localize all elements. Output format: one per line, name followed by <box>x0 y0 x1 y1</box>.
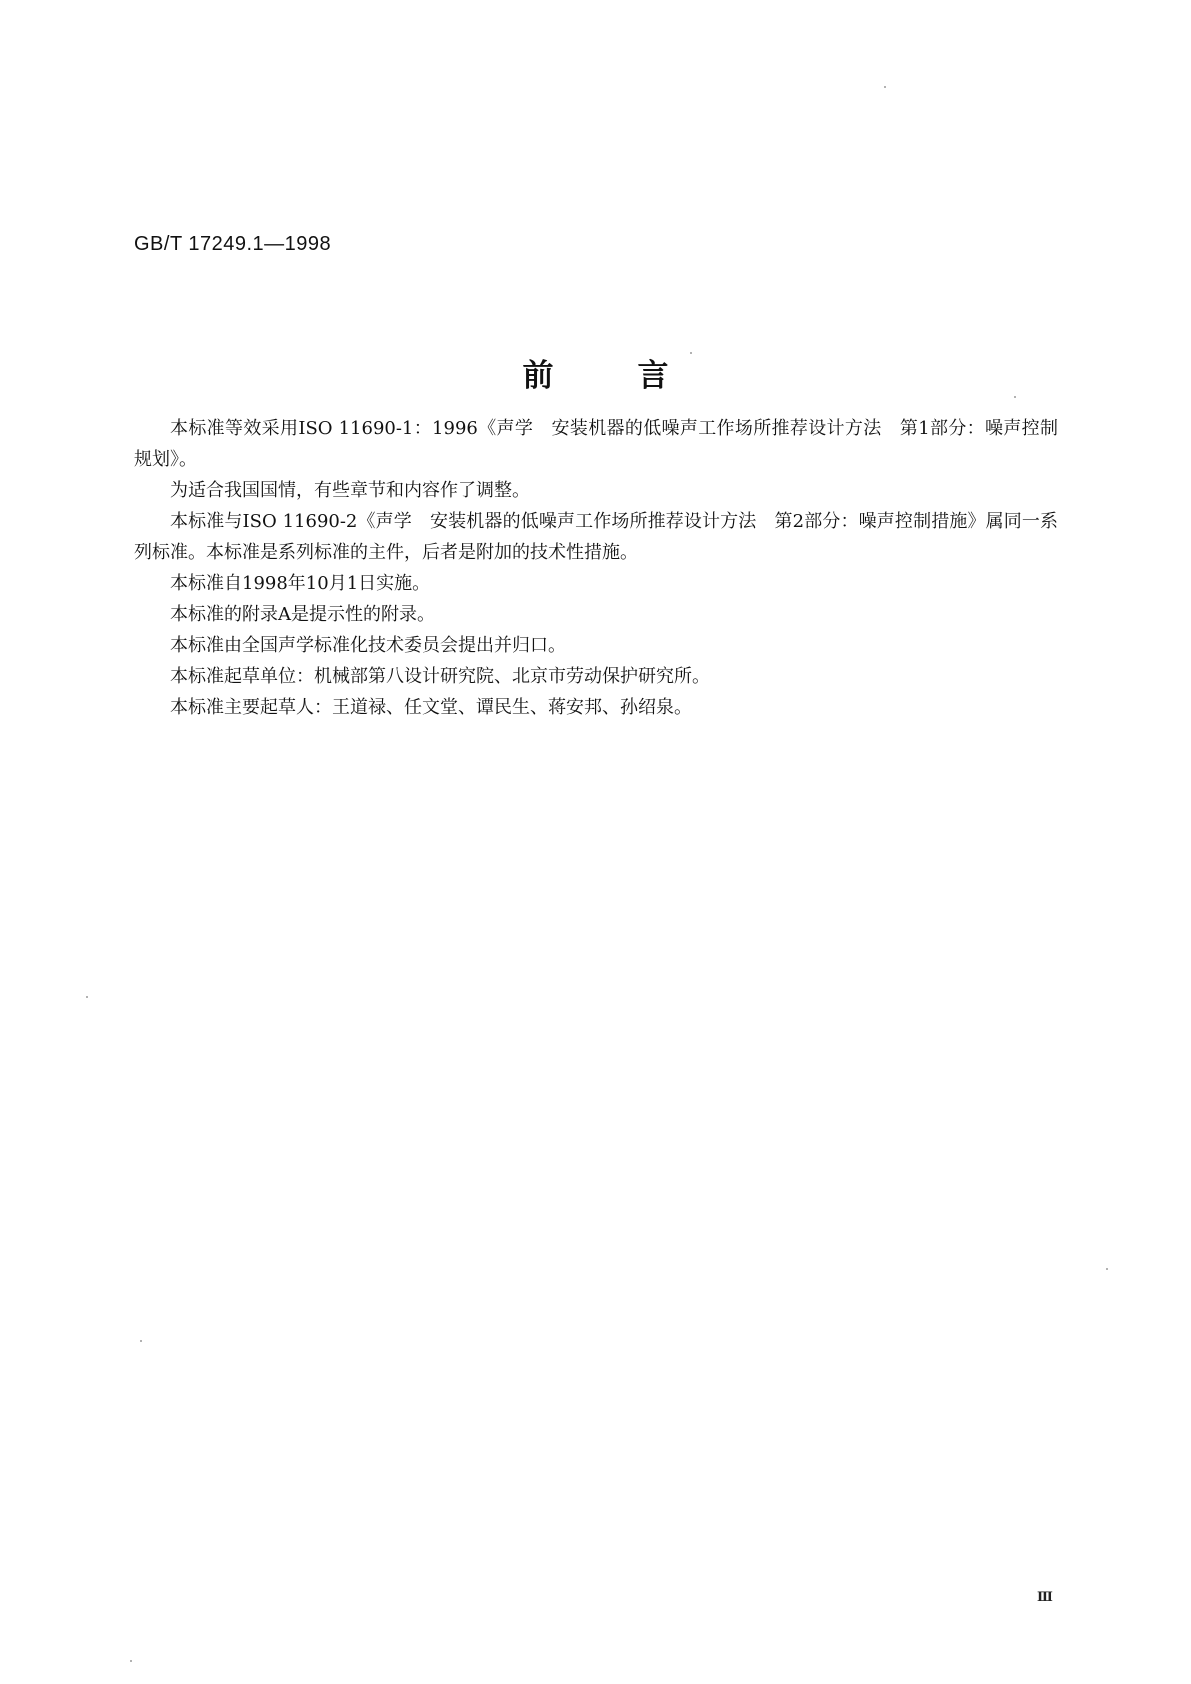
standard-code: GB/T 17249.1—1998 <box>134 233 332 255</box>
page-number: Ⅲ <box>1037 1590 1053 1605</box>
paragraph-drafters: 本标准主要起草人：王道禄、任文堂、谭民生、蒋安邦、孙绍泉。 <box>170 697 692 718</box>
scan-speck <box>884 86 886 88</box>
paragraph-proposer: 本标准由全国声学标准化技术委员会提出并归口。 <box>170 635 566 656</box>
paragraph-adjustment: 为适合我国国情，有些章节和内容作了调整。 <box>170 480 530 501</box>
paragraph-equivalence: 本标准等效采用ISO 11690-1：1996《声学 安装机器的低噪声工作场所推荐设计方法 第1部分：噪声控制规划》。 <box>134 418 1058 470</box>
scan-speck <box>140 1340 142 1342</box>
paragraph-effective-date: 本标准自1998年10月1日实施。 <box>170 573 431 594</box>
scan-speck <box>1014 396 1016 398</box>
paragraph-drafting-units: 本标准起草单位：机械部第八设计研究院、北京市劳动保护研究所。 <box>170 666 710 687</box>
paragraph-series: 本标准与ISO 11690-2《声学 安装机器的低噪声工作场所推荐设计方法 第2部分：噪声控制措施》属同一系列标准。本标准是系列标准的主件，后者是附加的技术性措施。 <box>134 511 1058 563</box>
scan-speck <box>86 996 88 998</box>
foreword-body <box>134 413 1058 723</box>
page-title: 前言 <box>522 358 753 394</box>
scan-speck <box>130 1660 132 1662</box>
scan-speck <box>690 352 692 354</box>
paragraph-appendix: 本标准的附录A是提示性的附录。 <box>170 604 435 625</box>
scan-speck <box>1106 1268 1108 1270</box>
